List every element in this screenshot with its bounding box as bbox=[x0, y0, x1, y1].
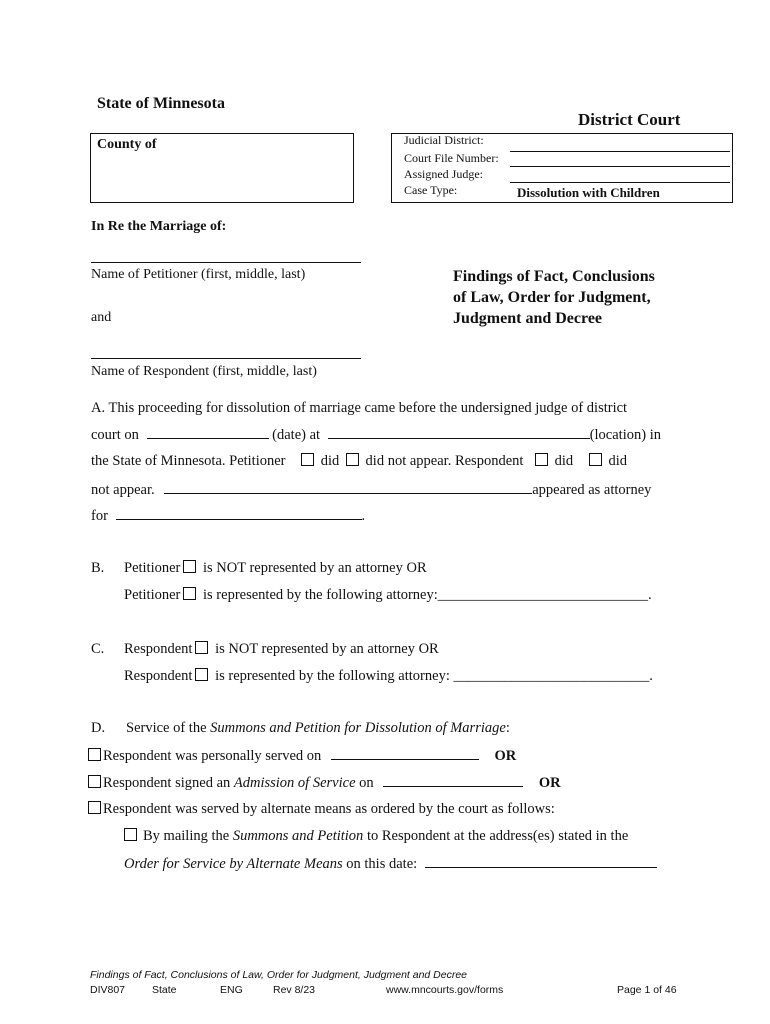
mailing-checkbox[interactable] bbox=[124, 828, 137, 841]
alternate-service-checkbox[interactable] bbox=[88, 801, 101, 814]
case-type-field[interactable] bbox=[510, 182, 730, 183]
or-label-2: OR bbox=[538, 775, 561, 791]
did-label-3: did bbox=[608, 453, 627, 469]
title-line-2: of Law, Order for Judgment, bbox=[453, 289, 651, 306]
section-b-line-1 bbox=[124, 560, 427, 577]
respondent-did-not-checkbox[interactable] bbox=[589, 453, 602, 466]
footer-title: Findings of Fact, Conclusions of Law, Order for Judgment, Judgment and Decree bbox=[90, 969, 468, 981]
section-c-letter: C. bbox=[91, 641, 105, 657]
mailing-row bbox=[124, 828, 628, 845]
petitioner-did-not-checkbox[interactable] bbox=[346, 453, 359, 466]
personal-service-checkbox[interactable] bbox=[88, 748, 101, 761]
did-label: did bbox=[320, 453, 340, 469]
admission-service-checkbox[interactable] bbox=[88, 775, 101, 788]
assigned-judge-label: Assigned Judge: bbox=[404, 167, 483, 181]
court-heading: District Court bbox=[578, 110, 681, 129]
did-label-2: did bbox=[554, 453, 574, 469]
section-c-line-2 bbox=[124, 668, 653, 685]
county-label: County of bbox=[97, 137, 157, 152]
document-title bbox=[453, 266, 655, 329]
section-a-line-5 bbox=[91, 507, 365, 525]
respondent-represented-checkbox[interactable] bbox=[195, 668, 208, 681]
or-label-1: OR bbox=[494, 748, 517, 764]
petitioner-did-checkbox[interactable] bbox=[301, 453, 314, 466]
court-file-number-field[interactable] bbox=[510, 151, 730, 152]
not-appear-label: not appear. bbox=[91, 482, 155, 498]
assigned-judge-field[interactable] bbox=[510, 166, 730, 167]
footer-revision: Rev 8/23 bbox=[273, 984, 316, 996]
attorney-for-field[interactable] bbox=[116, 507, 362, 520]
title-line-3: Judgment and Decree bbox=[453, 310, 603, 327]
section-d-heading bbox=[126, 720, 510, 737]
respondent-caption: Name of Respondent (first, middle, last) bbox=[91, 364, 317, 379]
court-file-number-label: Court File Number: bbox=[404, 151, 499, 165]
for-label: for bbox=[91, 508, 108, 524]
and-label: and bbox=[91, 310, 112, 325]
service-alternate-row bbox=[88, 801, 555, 818]
mailing-date-field[interactable] bbox=[425, 855, 657, 868]
section-a-line-4 bbox=[91, 481, 651, 499]
case-type-label: Case Type: bbox=[404, 183, 458, 197]
section-a-line-3 bbox=[91, 453, 627, 470]
section-b-line-2 bbox=[124, 587, 652, 604]
service-prefix: Service of the bbox=[126, 720, 211, 736]
personal-service-date-field[interactable] bbox=[331, 747, 479, 760]
petitioner-caption: Name of Petitioner (first, middle, last) bbox=[91, 267, 306, 282]
respondent-did-checkbox[interactable] bbox=[535, 453, 548, 466]
in-re-heading: In Re the Marriage of: bbox=[91, 219, 227, 234]
petitioner-appearance-label: the State of Minnesota. Petitioner bbox=[91, 453, 286, 469]
represented-by-label-2: is represented by the following attorney: ___________________________. bbox=[215, 668, 653, 684]
state-heading: State of Minnesota bbox=[97, 95, 225, 112]
section-d-letter: D. bbox=[91, 720, 106, 736]
petitioner-represented-checkbox[interactable] bbox=[183, 587, 196, 600]
location-in-label: (location) in bbox=[589, 427, 661, 443]
footer-form-id: DIV807 bbox=[90, 984, 126, 996]
order-suffix: on this date: bbox=[342, 856, 418, 872]
footer-url[interactable]: www.mncourts.gov/forms bbox=[386, 984, 504, 996]
petitioner-not-represented-checkbox[interactable] bbox=[183, 560, 196, 573]
appeared-as-attorney-label: appeared as attorney bbox=[532, 482, 652, 498]
hearing-date-field[interactable] bbox=[147, 426, 269, 439]
respondent-label-2: Respondent bbox=[124, 668, 193, 684]
respondent-appearance-label: did not appear. Respondent bbox=[365, 453, 524, 469]
respondent-label: Respondent bbox=[124, 641, 193, 657]
court-on-label: court on bbox=[91, 427, 139, 443]
admission-prefix: Respondent signed an bbox=[103, 775, 234, 791]
petitioner-label-2: Petitioner bbox=[124, 587, 181, 603]
mailing-suffix: to Respondent at the address(es) stated in the bbox=[363, 828, 629, 844]
admission-date-field[interactable] bbox=[383, 774, 523, 787]
section-c-line-1 bbox=[124, 641, 439, 658]
admission-on: on bbox=[355, 775, 374, 791]
service-admission-row bbox=[88, 774, 561, 792]
not-represented-label: is NOT represented by an attorney OR bbox=[203, 560, 427, 576]
case-type-value: Dissolution with Children bbox=[517, 185, 660, 200]
petitioner-label: Petitioner bbox=[124, 560, 181, 576]
appearing-attorney-field[interactable] bbox=[164, 481, 532, 494]
order-title: Order for Service by Alternate Means bbox=[124, 856, 343, 872]
admission-title: Admission of Service bbox=[233, 775, 356, 791]
period: . bbox=[361, 508, 366, 524]
section-b-letter: B. bbox=[91, 560, 105, 576]
title-line-1: Findings of Fact, Conclusions bbox=[453, 268, 655, 285]
mailing-title: Summons and Petition bbox=[232, 828, 364, 844]
summons-title: Summons and Petition for Dissolution of Marriage bbox=[210, 720, 506, 736]
represented-by-label: is represented by the following attorney:_____________________________. bbox=[203, 587, 652, 603]
alternate-service-label: Respondent was served by alternate means as ordered by the court as follows: bbox=[103, 801, 555, 817]
judicial-district-label: Judicial District: bbox=[404, 133, 484, 147]
footer-state: State bbox=[152, 984, 177, 996]
colon: : bbox=[505, 720, 510, 736]
personal-service-label: Respondent was personally served on bbox=[103, 748, 322, 764]
respondent-name-field[interactable] bbox=[91, 358, 361, 359]
service-personal-row bbox=[88, 747, 516, 765]
section-a-line-2 bbox=[91, 426, 661, 444]
county-box[interactable] bbox=[90, 133, 354, 203]
respondent-not-represented-checkbox[interactable] bbox=[195, 641, 208, 654]
petitioner-name-field[interactable] bbox=[91, 262, 361, 263]
footer-page-number: Page 1 of 46 bbox=[617, 984, 677, 996]
date-at-label: (date) at bbox=[272, 427, 321, 443]
hearing-location-field[interactable] bbox=[328, 426, 590, 439]
section-a-intro: A. This proceeding for dissolution of marriage came before the undersigned judge of district bbox=[91, 400, 628, 416]
mailing-prefix: By mailing the bbox=[143, 828, 233, 844]
not-represented-label-2: is NOT represented by an attorney OR bbox=[215, 641, 439, 657]
footer-language: ENG bbox=[220, 984, 243, 996]
order-row bbox=[124, 855, 657, 873]
